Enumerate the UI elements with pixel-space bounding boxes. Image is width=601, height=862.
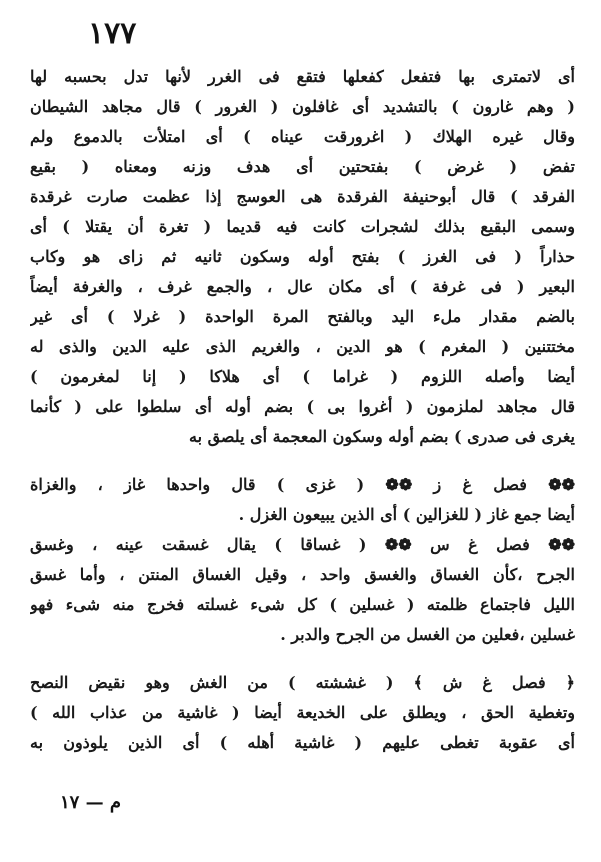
text-line: أى لاتمترى بها فتفعل كفعلها فتقع فى الغرر لأنها تدل بحسبه لها xyxy=(30,67,575,86)
text-line: وقال غيره الهلاك ( اغرورقت عيناه ) أى امتلأت بالدموع ولم xyxy=(30,127,575,146)
section-gz-line: أيضا جمع غاز ( للغزالين ) أى الذين يبيعون الغزل . xyxy=(238,505,575,524)
text-line: أيضا وأصله اللزوم ( غراما ) أى هلاكا ( إنا لمغرمون ) xyxy=(30,367,575,386)
text-line: بالضم مقدار ملء اليد وبالفتح المرة الواحدة ( غرلا ) أى غير xyxy=(30,307,575,326)
text-line: وسمى البقيع بذلك لشجرات كانت فيه قديما ( تغرة أن يقتلا ) أى xyxy=(30,217,575,236)
section-gz-line: ❁❁ فصل غ ز ❁❁ ( غزى ) قال واحدها غاز ، والغزاة xyxy=(30,475,575,494)
section-gs-line: ❁❁ فصل غ س ❁❁ ( غساقا ) يقال غسقت عينه ، وغسق xyxy=(30,535,575,554)
text-line: حذاراً ( فى الغرز ) بفتح أوله وسكون ثانيه ثم زاى هو وكاب xyxy=(30,247,575,266)
text-line: الفرقد ) قال أبوحنيفة الفرقدة هى العوسج إذا عظمت صارت غرقدة xyxy=(30,187,575,206)
section-gs-line: غسلين ،فعلين من الغسل من الجرح والدبر . xyxy=(280,625,575,644)
text-line: قال مجاهد لملزمون ( أغروا بى ) بضم أوله أى سلطوا على ( كأنما xyxy=(30,397,575,416)
page-number: ١٧٧ xyxy=(88,16,137,51)
text-line: البعير ( فى غرفة ) أى مكان عال ، والجمع غرف ، والغرفة أيضاً xyxy=(30,277,575,296)
page-body xyxy=(30,62,575,758)
section-gs-line: الجرح ،كأن الغساق والغسق واحد ، وقيل الغساق المنتن ، وأما غسق xyxy=(30,565,575,584)
text-line: ( وهم غارون ) بالتشديد أى غافلون ( الغرور ) قال مجاهد الشيطان xyxy=(30,97,575,116)
section-gsh-line: ﴿ فصل غ ش ﴾ ( غششته ) من الغش وهو نقيض النصح xyxy=(30,673,575,692)
text-line: تفض ( غرض ) بفتحتين أى هدف وزنه ومعناه ( بقيع xyxy=(30,157,575,176)
section-gs-line: الليل فاجتماع ظلمته ( غسلين ) كل شىء غسلته فخرج منه شىء فهو xyxy=(30,595,575,614)
section-gsh-line: أى عقوبة تغطى عليهم ( غاشية أهله ) أى الذين يلوذون به xyxy=(30,733,575,752)
text-line: يغرى فى صدرى ) بضم أوله وسكون المعجمة أى يلصق به xyxy=(188,427,575,446)
signature-mark: م — ١٧ xyxy=(60,792,122,813)
section-gsh-line: وتغطية الحق ، ويطلق على الخديعة أيضا ( غاشية من عذاب الله ) xyxy=(30,703,575,722)
text-line: مختتنين ( المغرم ) هو الدين ، والغريم الذى عليه الدين والذى له xyxy=(30,337,575,356)
